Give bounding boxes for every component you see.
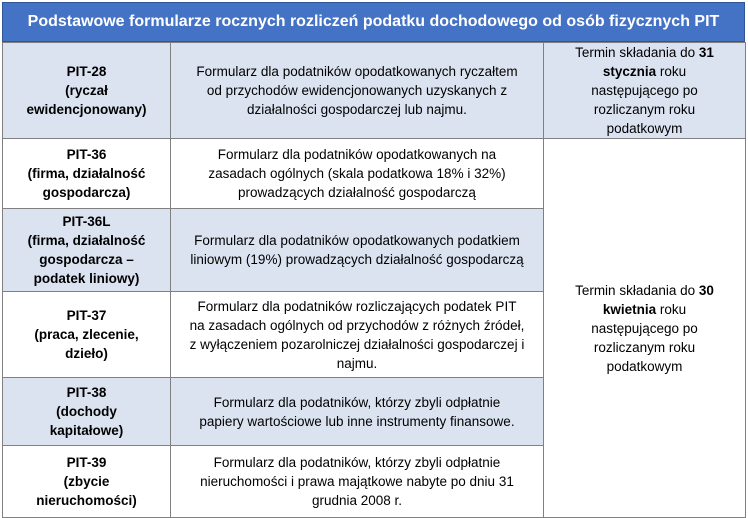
form-description-line: z wyłączeniem pozarolniczej działalności gospodarczej i — [189, 336, 525, 352]
form-description-line: Formularz dla podatników opodatkowanych ryczałtem — [196, 64, 518, 79]
form-name-line: PIT-36 — [66, 147, 107, 162]
form-description-cell — [171, 43, 544, 139]
form-name-line: podatek liniowy) — [33, 271, 140, 286]
form-name-line: PIT-28 — [66, 64, 107, 79]
form-name-cell — [3, 43, 171, 139]
form-description-line: Formularz dla podatników opodatkowanych na — [217, 147, 497, 162]
form-name-line: (praca, zlecenie, — [34, 327, 139, 342]
form-name-line: gospodarcza – — [39, 252, 134, 267]
form-description-cell — [171, 139, 544, 209]
form-description-line: na zasadach ogólnych od przychodów z różnych źródeł, — [189, 317, 525, 333]
form-description-line: Formularz dla podatników, którzy zbyli odpłatnie — [213, 455, 501, 470]
form-name-line: kapitałowe) — [49, 423, 124, 438]
form-name-line: nieruchomości) — [36, 493, 137, 508]
form-description-line: Formularz dla podatników, którzy zbyli odpłatnie — [213, 394, 501, 410]
form-name-cell — [3, 209, 171, 292]
form-description-cell — [171, 446, 544, 518]
form-name-cell — [3, 139, 171, 209]
form-description-line: zasadach ogólnych (skala podatkowa 18% i 32%) — [208, 166, 506, 181]
form-name-line: (ryczał — [65, 83, 108, 98]
form-description-line: liniowym (19%) prowadzących działalność gospodarczą — [190, 252, 524, 267]
form-name-cell — [3, 378, 171, 446]
form-description-cell — [171, 209, 544, 292]
deadline-suffix: roku następującego po rozliczanym roku podatkowym — [591, 64, 698, 136]
table-row-pit-28 — [3, 43, 746, 139]
form-description-line: najmu. — [336, 355, 378, 371]
form-description-cell — [171, 292, 544, 378]
form-name-line: PIT-39 — [66, 455, 107, 470]
form-name-line: PIT-37 — [66, 308, 107, 323]
deadline-cell-april — [544, 139, 746, 518]
form-description-line: Formularz dla podatników rozliczających podatek PIT — [197, 298, 517, 314]
form-description-line: działalności gospodarczej lub najmu. — [247, 102, 467, 117]
form-description-line: papiery wartościowe lub inne instrumenty finansowe. — [199, 413, 515, 429]
form-description-line: od przychodów ewidencjonowanych uzyskanych z — [206, 83, 508, 98]
form-name-line: dzieło) — [65, 346, 108, 361]
form-name-line: gospodarcza) — [42, 185, 131, 200]
form-description-line: prowadzących działalność gospodarczą — [238, 185, 476, 200]
form-name-line: (firma, działalność — [27, 166, 146, 181]
table-row-pit-36 — [3, 139, 746, 209]
deadline-date: 30 kwietnia — [602, 282, 714, 317]
form-name-line: ewidencjonowany) — [26, 102, 147, 117]
form-description-line: nieruchomości i prawa majątkowe nabyte po dniu 31 — [200, 474, 514, 489]
form-name-line: (zbycie — [63, 474, 110, 489]
form-description-cell — [171, 378, 544, 446]
deadline-cell-january — [544, 43, 746, 139]
pit-forms-table — [2, 42, 746, 518]
form-name-line: PIT-36L — [62, 214, 111, 229]
form-name-line: (firma, działalność — [27, 233, 146, 248]
deadline-prefix: Termin składania do — [575, 282, 699, 298]
deadline-prefix: Termin składania do — [575, 45, 699, 60]
form-description-line: Formularz dla podatników opodatkowanych podatkiem — [194, 233, 520, 248]
form-name-line: PIT-38 — [66, 385, 107, 400]
form-name-cell — [3, 446, 171, 518]
form-name-cell — [3, 292, 171, 378]
form-description-line: grudnia 2008 r. — [311, 493, 403, 508]
deadline-suffix: roku następującego po rozliczanym roku podatkowym — [591, 301, 698, 374]
deadline-date: 31 stycznia — [602, 45, 714, 79]
form-name-line: (dochody — [56, 404, 117, 419]
table-title: Podstawowe formularze rocznych rozliczeń podatku dochodowego od osób fizycznych PIT — [2, 2, 745, 42]
